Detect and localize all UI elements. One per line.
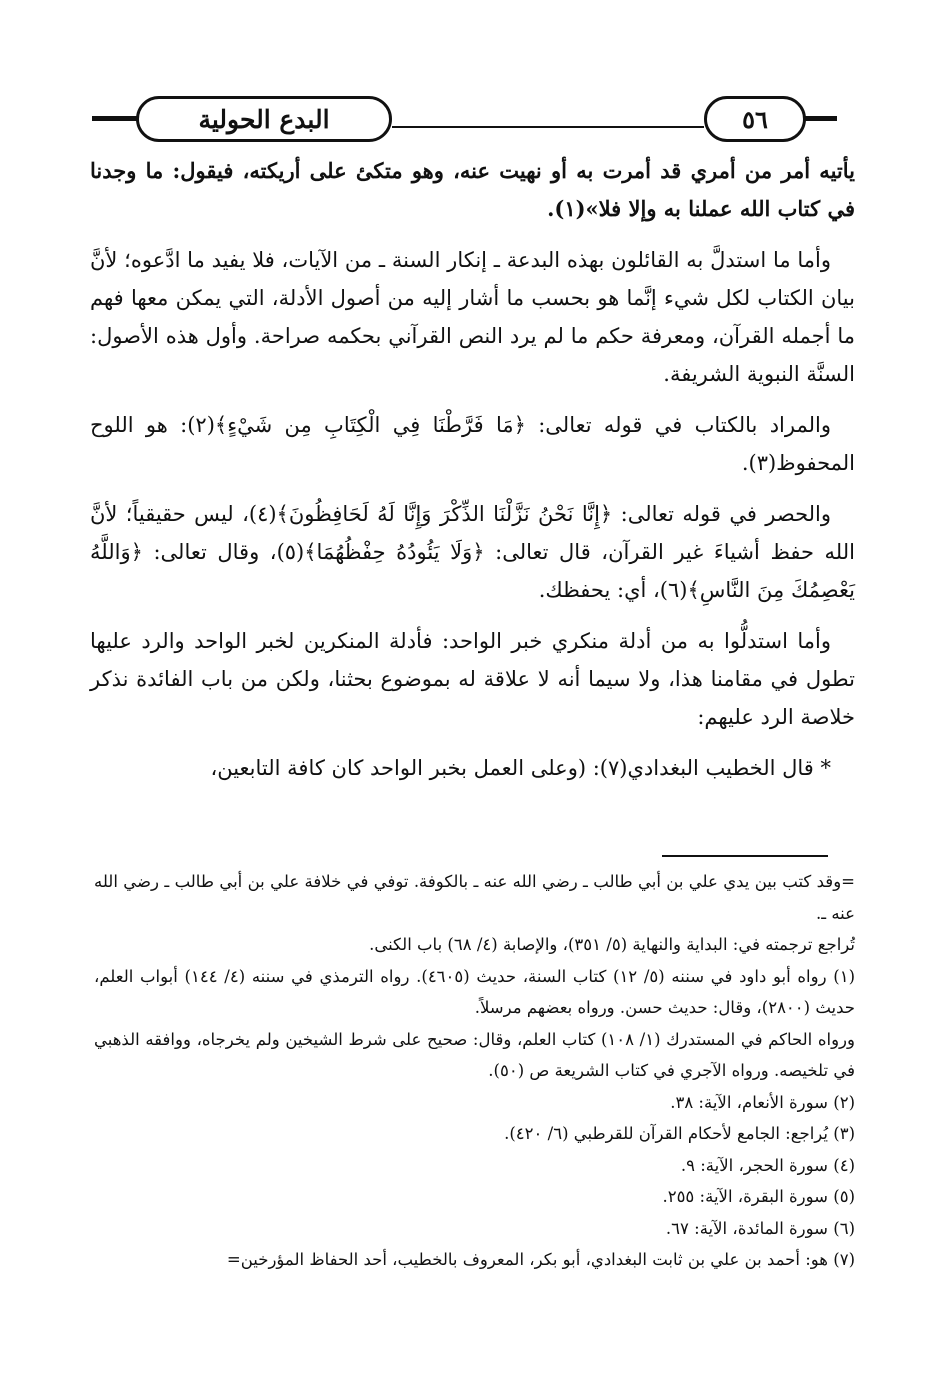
paragraph-restriction: والحصر في قوله تعالى: ﴿إِنَّا نَحْنُ نَزَّلْنَا الذِّكْرَ وَإِنَّا لَهُ لَحَافِظُونَ﴾(٤)، ليس حقيقياً؛ لأنَّ الله حفظ أشياءَ غير القرآن، قال تعالى: ﴿وَلَا يَئُودُهُ حِفْظُهُمَا﴾(٥)، وقال تعالى: ﴿وَاللَّهُ يَعْصِمُكَ مِنَ النَّاسِ﴾(٦)، أي: يحفظك. [90,502,855,602]
footnote-1: (١) رواه أبو داود في سننه (٥/ ١٢) كتاب السنة، حديث (٤٦٠٥). رواه الترمذي في سننه (٤/ ١٤٤) أبواب العلم، حديث (٢٨٠٠)، وقال: حديث حسن. ورواه بعضهم مرسلاً. [94,966,855,1017]
footnote-continued-ref: تُراجع ترجمته في: البداية والنهاية (٥/ ٣٥١)، والإصابة (٤/ ٦٨) باب الكنى. [369,935,855,954]
page-number: ٥٦ [742,104,768,134]
page-header [92,92,837,144]
paragraph-meaning-of-book: والمراد بالكتاب في قوله تعالى: ﴿مَا فَرَّطْنَا فِي الْكِتَابِ مِن شَيْءٍ﴾(٢): هو اللوح المحفوظ(٣). [90,413,855,475]
footnote-3: (٣) يُراجع: الجامع لأحكام القرآن للقرطبي (٦/ ٤٢٠). [504,1124,855,1143]
header-rule-middle [392,126,704,128]
paragraph-khatib-quote: * قال الخطيب البغدادي(٧): (وعلى العمل بخبر الواحد كان كافة التابعين، [210,756,831,780]
book-title-cartouche [136,96,392,142]
book-title: البدع الحولية [198,104,330,134]
footnote-separator [662,855,828,857]
page-number-cartouche [704,96,806,142]
footnotes [94,866,855,1276]
footnote-1-cont: ورواه الحاكم في المستدرك (١/ ١٠٨) كتاب العلم، وقال: صحيح على شرط الشيخين ولم يخرجاه، ووافقه الذهبي في تلخيصه. ورواه الآجري في كتاب الشريعة ص (٥٠). [94,1029,855,1080]
footnote-2: (٢) سورة الأنعام، الآية: ٣٨. [670,1092,855,1112]
footnote-5: (٥) سورة البقرة، الآية: ٢٥٥. [662,1187,855,1206]
footnote-4: (٤) سورة الحجر، الآية: ٩. [680,1155,855,1175]
paragraph-hadith-end: يأتيه أمر من أمري قد أمرت به أو نهيت عنه، وهو متكئ على أريكته، فيقول: ما وجدنا في كتاب الله عملنا به وإلا فلا»(١). [90,158,855,221]
header-rule-right [804,116,837,121]
paragraph-single-report: وأما استدلُّوا به من أدلة منكري خبر الواحد: فأدلة المنكرين لخبر الواحد والرد عليها تطول في مقامنا هذا، ولا سيما أنه لا علاقة له بموضوع بحثنا، ولكن من باب الفائدة نذكر خلاصة الرد عليهم: [90,629,855,729]
footnote-6: (٦) سورة المائدة، الآية: ٦٧. [665,1218,855,1238]
footnote-continued: =وقد كتب بين يدي علي بن أبي طالب ـ رضي الله عنه ـ بالكوفة. توفي في خلافة علي بن أبي طالب ـ رضي الله عنه ـ. [94,872,855,923]
main-text [90,152,855,800]
footnote-7: (٧) هو: أحمد بن علي بن ثابت البغدادي، أبو بكر، المعروف بالخطيب، أحد الحفاظ المؤرخين= [226,1250,855,1269]
paragraph-rebuttal-verses: وأما ما استدلَّ به القائلون بهذه البدعة ـ إنكار السنة ـ من الآيات، فلا يفيد ما ادَّعوه؛ لأنَّ بيان الكتاب لكل شيء إنَّما هو بحسب ما أشار إليه من أصول الأدلة، التي يمكن معها فهم ما أجمله القرآن، ومعرفة حكم ما لم يرد النص القرآني بحكمه صراحة. وأول هذه الأصول: السنَّة النبوية الشريفة. [90,248,855,386]
